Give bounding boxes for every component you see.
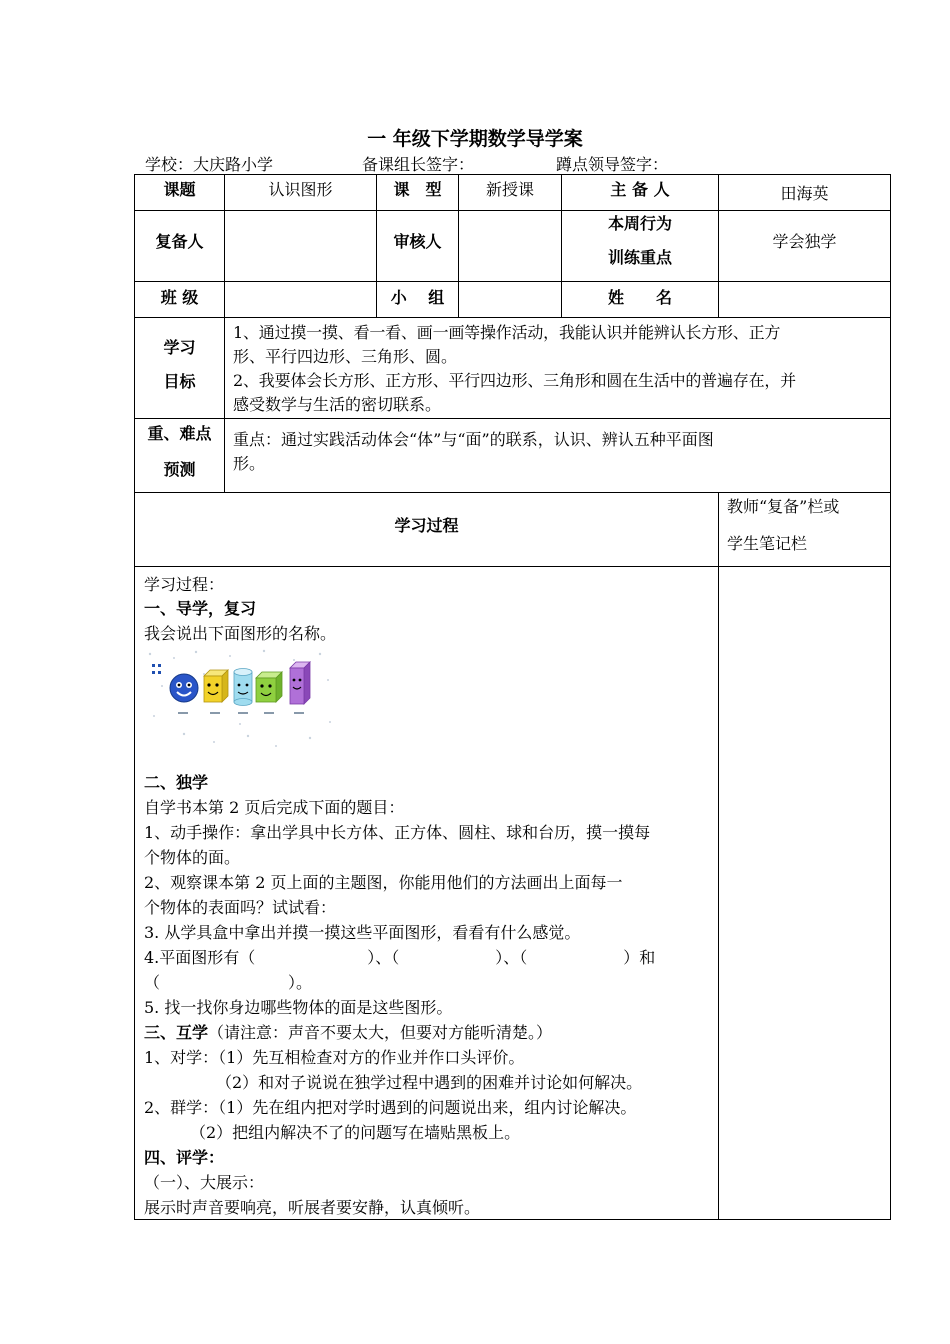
task-3: 3. 从学具盒中拿出并摸一摸这些平面图形，看看有什么感觉。 bbox=[144, 923, 581, 942]
point-leader-signature: 蹲点领导签字： bbox=[556, 155, 669, 174]
key-points-label-1: 重、难点 bbox=[147, 424, 212, 443]
section-peer-study bbox=[144, 1020, 552, 1043]
peer-study-note: （请注意：声音不要太大，但要对方能听清楚。） bbox=[208, 1023, 553, 1042]
self-study-instruction: 自学书本第 2 页后完成下面的题目： bbox=[144, 798, 405, 817]
goal-line-3: 2、我要体会长方形、正方形、平行四边形、三角形和圆在生活中的普遍存在，并 bbox=[233, 371, 796, 390]
display-rules: 展示时声音要响亮，听展者要安静，认真倾听。 bbox=[144, 1198, 481, 1217]
key-points-label-2: 预测 bbox=[163, 460, 196, 479]
key-point-line-1: 重点：通过实践活动体会“体”与“面”的联系，认识、辨认五种平面图 bbox=[233, 430, 714, 449]
shape-naming-prompt: 我会说出下面图形的名称。 bbox=[144, 624, 337, 643]
prism-icon bbox=[290, 662, 310, 704]
goal-line-4: 感受数学与生活的密切联系。 bbox=[233, 395, 442, 414]
pair-study-step-2: （2）和对子说说在独学过程中遇到的困难并讨论如何解决。 bbox=[216, 1073, 643, 1092]
key-point-line-2: 形。 bbox=[233, 454, 266, 473]
notes-header-2: 学生笔记栏 bbox=[727, 534, 808, 553]
cube-icon bbox=[256, 672, 282, 702]
student-name-label: 姓 名 bbox=[607, 288, 672, 307]
task-4-line-1: 4.平面图形有（ ）、（ ）、（ ）和 bbox=[144, 948, 656, 967]
task-1-line-2: 个物体的面。 bbox=[144, 848, 241, 867]
group-study-step-2: （2）把组内解决不了的问题写在墙贴黑板上。 bbox=[190, 1123, 521, 1142]
lesson-type-label: 课 型 bbox=[393, 180, 442, 199]
goal-line-1: 1、通过摸一摸、看一看、画一画等操作活动，我能认识并能辨认长方形、正方 bbox=[233, 323, 781, 342]
goal-line-2: 形、平行四边形、三角形、圆。 bbox=[233, 347, 458, 366]
sphere-icon bbox=[170, 674, 198, 702]
main-preparer-label: 主 备 人 bbox=[610, 180, 670, 199]
topic-label: 课题 bbox=[163, 180, 196, 199]
cylinder-icon bbox=[234, 669, 252, 706]
task-5: 5. 找一找你身边哪些物体的面是这些图形。 bbox=[144, 998, 453, 1017]
section-self-study: 二、独学 bbox=[144, 773, 209, 792]
group-study-step-1: 2、群学：（1）先在组内把对学时遇到的问题说出来，组内讨论解决。 bbox=[144, 1098, 637, 1117]
school-name: 学校：大庆路小学 bbox=[145, 155, 274, 174]
big-display-heading: （一）、大展示： bbox=[144, 1173, 265, 1192]
section-evaluation: 四、评学： bbox=[144, 1148, 225, 1167]
weekly-focus-label-2: 训练重点 bbox=[607, 248, 672, 267]
goals-label-1: 学习 bbox=[163, 338, 196, 357]
reviewer-label: 审核人 bbox=[393, 232, 442, 251]
main-preparer-value: 田海英 bbox=[780, 184, 829, 203]
goals-label-2: 目标 bbox=[163, 372, 196, 391]
process-header: 学习过程 bbox=[394, 516, 459, 535]
solid-shapes-illustration bbox=[144, 646, 336, 754]
lesson-type-value: 新授课 bbox=[485, 180, 534, 199]
task-2-line-1: 2、观察课本第 2 页上面的主题图，你能用他们的方法画出上面每一 bbox=[144, 873, 623, 892]
task-4-line-2: （ ）。 bbox=[144, 973, 313, 992]
pair-study-step-1: 1、对学：（1）先互相检查对方的作业并作口头评价。 bbox=[144, 1048, 525, 1067]
peer-study-heading: 三、互学 bbox=[144, 1023, 209, 1042]
weekly-focus-value: 学会独学 bbox=[772, 232, 837, 251]
leader-signature: 备课组长签字： bbox=[362, 155, 475, 174]
topic-value: 认识图形 bbox=[268, 180, 333, 199]
process-intro: 学习过程： bbox=[144, 575, 225, 594]
section-guide-review: 一、导学，复习 bbox=[144, 599, 257, 618]
notes-header-1: 教师“复备”栏或 bbox=[727, 497, 840, 516]
task-2-line-2: 个物体的表面吗？试试看： bbox=[144, 898, 337, 917]
task-1-line-1: 1、动手操作：拿出学具中长方体、正方体、圆柱、球和台历，摸一摸每 bbox=[144, 823, 651, 842]
re-preparer-label: 复备人 bbox=[155, 232, 204, 251]
cuboid-icon bbox=[204, 670, 228, 702]
group-label: 小 组 bbox=[390, 288, 445, 307]
weekly-focus-label-1: 本周行为 bbox=[607, 214, 672, 233]
class-label: 班 级 bbox=[160, 288, 199, 307]
document-title: 一 年级下学期数学导学案 bbox=[367, 128, 583, 150]
